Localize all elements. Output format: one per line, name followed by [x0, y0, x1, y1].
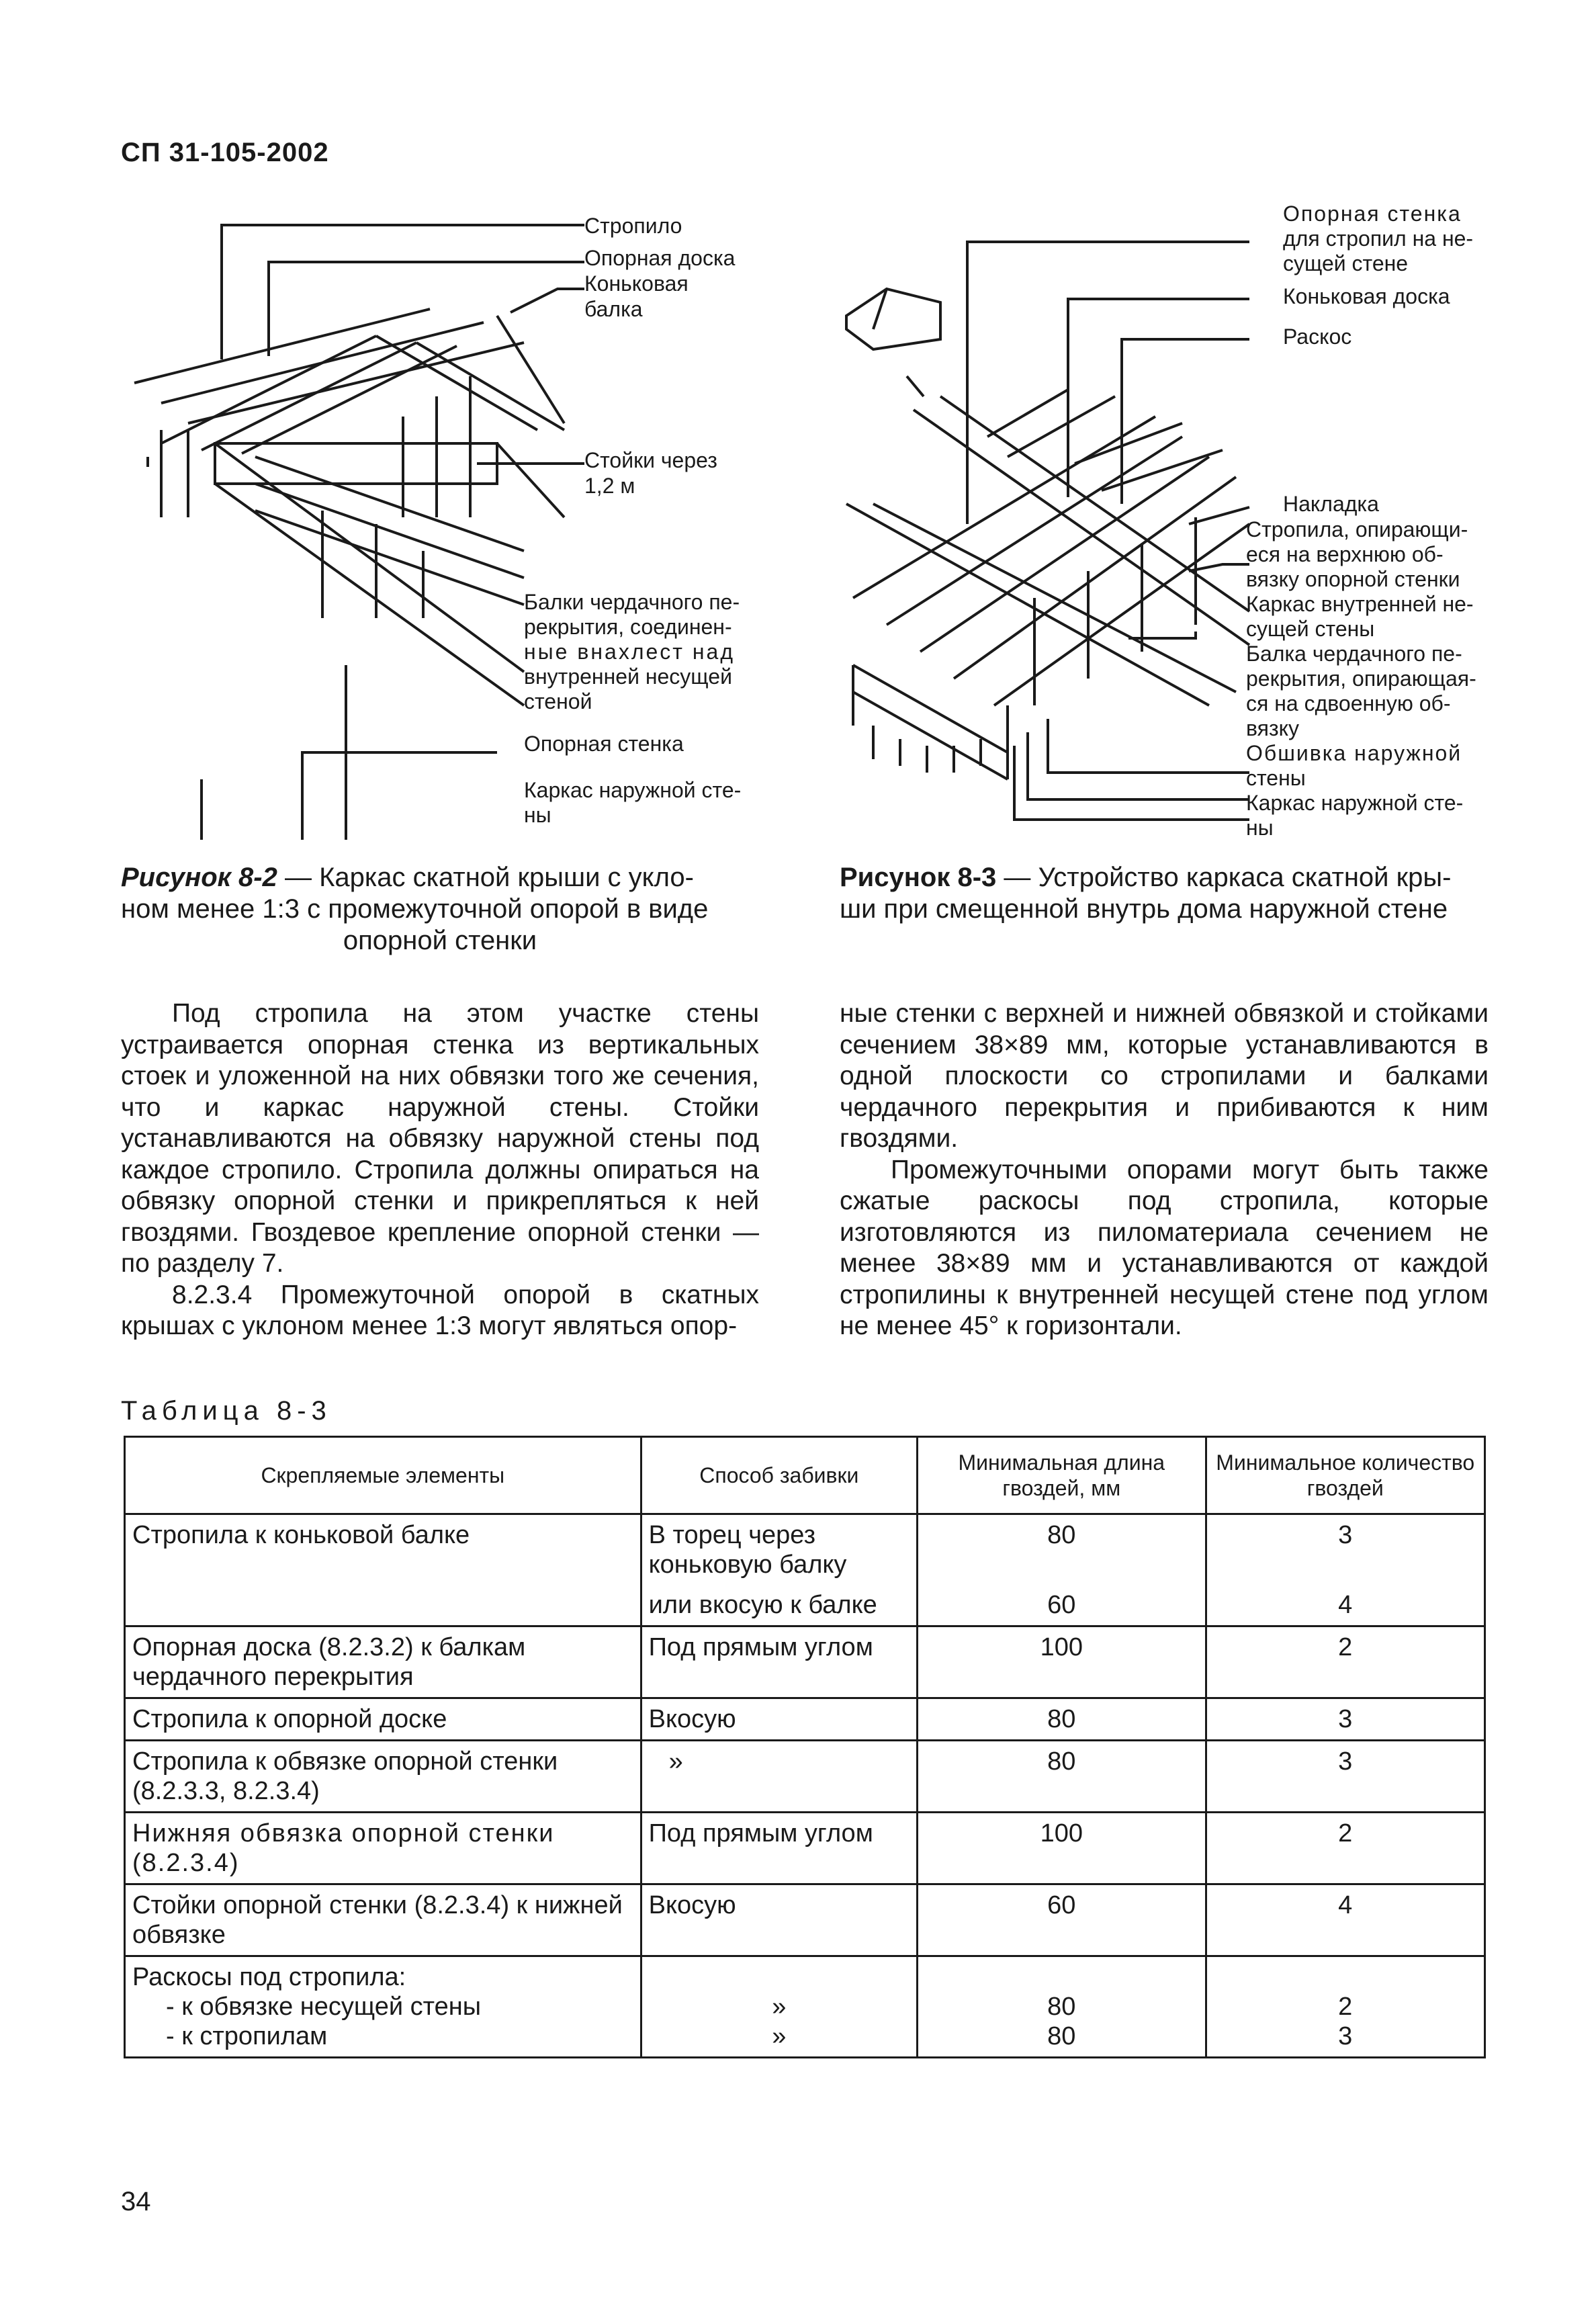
label-ext-frame-2: ны [1246, 816, 1274, 840]
table-row [125, 1514, 1485, 1585]
cell-element: Опорная доска (8.2.3.2) к балкам чердачного перекрытия [125, 1626, 641, 1698]
length-1: 80 [1047, 1993, 1076, 2021]
label-joist-2: рекрытия, опирающая- [1246, 666, 1476, 691]
cell-element: Стропила к опорной доске [125, 1698, 641, 1741]
label-brace: Раскос [1283, 324, 1352, 349]
length-2: 80 [1047, 2022, 1076, 2050]
cell-length: 60 [918, 1884, 1206, 1956]
label-posts-2: 1,2 м [584, 474, 635, 498]
cell-length: 80 [918, 1698, 1206, 1741]
nailing-table [124, 1436, 1486, 2058]
label-overlay: Накладка [1283, 492, 1379, 516]
table-header-row [125, 1437, 1485, 1514]
caption-line: — Каркас скатной крыши с укло- [277, 863, 694, 892]
figure-8-2-drawing [121, 202, 591, 840]
page-number: 34 [121, 2187, 151, 2216]
body-left-column [121, 998, 759, 1342]
method-1: » [772, 1993, 787, 2021]
header-method: Способ забивки [641, 1437, 917, 1514]
table-row [125, 1698, 1485, 1741]
header-length: Минимальная длина гвоздей, мм [918, 1437, 1206, 1514]
cell-element [125, 1956, 641, 2058]
cell-method: Вкосую [641, 1698, 917, 1741]
table-row [125, 1956, 1485, 2058]
cell-length: 100 [918, 1626, 1206, 1698]
cell-count: 4 [1206, 1884, 1485, 1956]
cell-length [918, 1956, 1206, 2058]
label-joist-4: вязку [1246, 716, 1299, 740]
label-joists-3: ные внахлест над [524, 640, 735, 664]
table-row [125, 1741, 1485, 1813]
figure-8-3-drawing [833, 222, 1263, 846]
table-row [125, 1884, 1485, 1956]
figure-8-2-caption [121, 862, 759, 957]
cell-element: Стойки опорной стенки (8.2.3.4) к нижней обвязке [125, 1884, 641, 1956]
cell-count: 3 [1206, 1741, 1485, 1813]
label-posts-1: Стойки через [584, 448, 717, 472]
cell-count: 3 [1206, 1514, 1485, 1585]
label-joists-4: внутренней несущей [524, 664, 732, 689]
label-support-wall-2: для стропил на не- [1283, 226, 1474, 251]
label-rafters-2: еся на верхнюю об- [1246, 542, 1444, 566]
cell-count: 2 [1206, 1626, 1485, 1698]
label-joists-1: Балки чердачного пе- [524, 590, 740, 614]
cell-element: Стропила к обвязке опорной стенки (8.2.3.3, 8.2.3.4) [125, 1741, 641, 1813]
count-1: 2 [1338, 1993, 1353, 2021]
document-code: СП 31-105-2002 [121, 138, 329, 167]
label-joist-1: Балка чердачного пе- [1246, 642, 1462, 666]
table-title: Таблица 8-3 [121, 1396, 332, 1426]
braces-main: Раскосы под стропила: [132, 1963, 406, 1991]
count-2: 3 [1338, 2022, 1353, 2050]
label-ext-frame-1: Каркас наружной сте- [524, 778, 742, 802]
figure-8-3-label: Рисунок 8-3 [840, 863, 997, 892]
label-support-wall-3: сущей стене [1283, 251, 1409, 275]
header-elements: Скрепляемые элементы [125, 1437, 641, 1514]
label-ext-frame-2: ны [524, 803, 551, 827]
label-rafters-3: вязку опорной стенки [1246, 567, 1460, 591]
paragraph: Под стропила на этом участке стены устраивается опорная стенка из вертикальных стоек и уложенной на них обвязки того же сечения, что и каркас наружной стены. Стойки устанавливаются на обвязку наружной стены под каждое стропило. Стропила должны опираться на обвязку опорной стенки и прикрепляться к ней гвоздями. Гвоздевое крепление опорной стенки — по разделу 7. [121, 999, 759, 1278]
label-joist-3: ся на сдвоенную об- [1246, 691, 1451, 715]
cell-count: 2 [1206, 1813, 1485, 1884]
table-row [125, 1626, 1485, 1698]
cell-count [1206, 1956, 1485, 2058]
body-right-column [840, 998, 1489, 1342]
cell-element: Стропила к коньковой балке [125, 1514, 641, 1626]
cell-method: или вкосую к балке [641, 1585, 917, 1626]
figure-8-3-caption [840, 862, 1498, 925]
caption-line: — Устройство каркаса скатной кры- [996, 863, 1452, 892]
label-ridge-beam-1: Коньковая [584, 271, 689, 296]
table-row [125, 1813, 1485, 1884]
cell-method: В торец через коньковую балку [641, 1514, 917, 1585]
cell-method: Под прямым углом [641, 1813, 917, 1884]
label-rafters-1: Стропила, опирающи- [1246, 517, 1468, 541]
cell-length: 80 [918, 1514, 1206, 1585]
paragraph: ные стенки с верхней и нижней обвязкой и стойками сечением 38×89 мм, которые устанавливаются в одной плоскости со стропилами и балками чердачного перекрытия и прибиваются к ним гвоздями. [840, 999, 1489, 1153]
cell-count: 4 [1206, 1585, 1485, 1626]
cell-length: 60 [918, 1585, 1206, 1626]
label-ridge-beam-2: балка [584, 297, 643, 321]
braces-sub-2: - к стропилам [166, 2022, 328, 2050]
label-rafter: Стропило [584, 214, 682, 238]
header-count: Минимальное количество гвоздей [1206, 1437, 1485, 1514]
figure-8-2-label: Рисунок 8-2 [121, 863, 277, 892]
cell-method: » [641, 1741, 917, 1813]
cell-count: 3 [1206, 1698, 1485, 1741]
cell-method: Под прямым углом [641, 1626, 917, 1698]
label-inner-frame-2: сущей стены [1246, 617, 1375, 641]
label-support-wall: Опорная стенка [524, 732, 684, 756]
cell-length: 100 [918, 1813, 1206, 1884]
caption-line: ном менее 1:3 с промежуточной опорой в виде [121, 894, 709, 924]
label-joists-5: стеной [524, 689, 592, 713]
label-sheathing-2: стены [1246, 766, 1306, 790]
label-support-board: Опорная доска [584, 246, 736, 270]
caption-line: ши при смещенной внутрь дома наружной стене [840, 894, 1448, 924]
label-ridge-board: Коньковая доска [1283, 284, 1450, 308]
cell-element: Нижняя обвязка опорной стенки (8.2.3.4) [125, 1813, 641, 1884]
label-ext-frame-1: Каркас наружной сте- [1246, 791, 1464, 815]
caption-line: опорной стенки [343, 926, 537, 955]
method-2: » [772, 2022, 787, 2050]
label-joists-2: рекрытия, соединен- [524, 615, 732, 639]
cell-length: 80 [918, 1741, 1206, 1813]
label-support-wall-1: Опорная стенка [1283, 202, 1462, 226]
braces-sub-1: - к обвязке несущей стены [166, 1993, 482, 2021]
paragraph: Промежуточными опорами могут быть также сжатые раскосы под стропила, которые изготовляются из пиломатериала сечением не менее 38×89 мм и устанавливаются от каждой стропилины к внутренней несущей стене под углом не менее 45° к горизонтали. [840, 1155, 1489, 1340]
label-inner-frame-1: Каркас внутренней не- [1246, 592, 1474, 616]
cell-method [641, 1956, 917, 2058]
paragraph: 8.2.3.4 Промежуточной опорой в скатных крышах с уклоном менее 1:3 могут являться опор- [121, 1280, 759, 1340]
cell-method: Вкосую [641, 1884, 917, 1956]
label-sheathing-1: Обшивка наружной [1246, 741, 1462, 765]
